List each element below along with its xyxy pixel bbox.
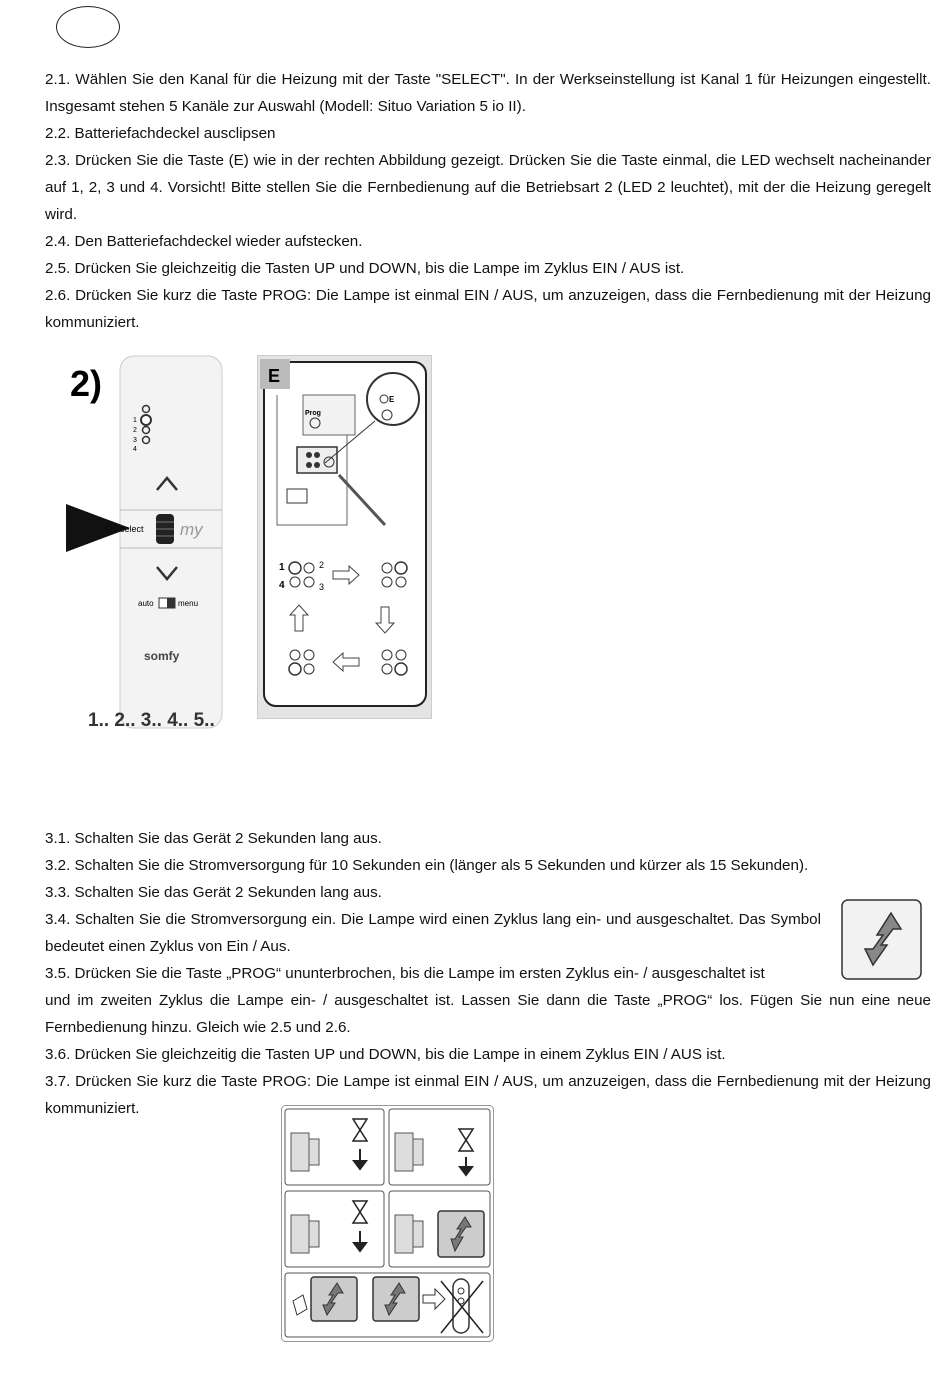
procedure-step-2 (389, 1109, 490, 1185)
step-3-6: 3.6. Drücken Sie gleichzeitig die Tasten UP und DOWN, bis die Lampe in einem Zyklus EIN / AUS ist. (45, 1046, 726, 1063)
step-2-3: 2.3. Drücken Sie die Taste (E) wie in der rechten Abbildung gezeigt. Drücken Sie die Taste einmal, die LED wechselt nacheinander auf 1, 2, 3 und 4. Vorsicht! Bitte stellen Sie die Fernbedienung auf die Betriebsart 2 (LED 2 leuchtet), mit der die Heizung geregelt wird. (45, 152, 931, 223)
step-2-5: 2.5. Drücken Sie gleichzeitig die Tasten UP und DOWN, bis die Lampe im Zyklus EIN / AUS ist. (45, 260, 685, 277)
step-3-5-continued: und im zweiten Zyklus die Lampe ein- / ausgeschaltet ist. Lassen Sie dann die Taste „PROG“ los. Fügen Sie nun eine neue Fernbedienung hinzu. Gleich wie 2.5 und 2.6. (45, 992, 931, 1036)
step-3-3: 3.3. Schalten Sie das Gerät 2 Sekunden lang aus. (45, 884, 382, 901)
step-3-7: 3.7. Drücken Sie kurz die Taste PROG: Die Lampe ist einmal EIN / AUS, um anzuzeigen, dass die Fernbedienung mit der Heizung kommuniziert. (45, 1073, 931, 1117)
svg-text:1: 1 (133, 417, 137, 424)
svg-text:3: 3 (319, 582, 325, 592)
step-2-4: 2.4. Den Batteriefachdeckel wieder aufstecken. (45, 233, 363, 250)
step-2-6: 2.6. Drücken Sie kurz die Taste PROG: Die Lampe ist einmal EIN / AUS, um anzuzeigen, dass die Fernbedienung mit der Heizung kommuniziert. (45, 287, 931, 331)
section-2-instructions (45, 66, 931, 336)
step-3-5: 3.5. Drücken Sie die Taste „PROG“ ununterbrochen, bis die Lampe im ersten Zyklus ein- / ausgeschaltet ist (45, 965, 765, 982)
svg-text:Prog: Prog (305, 410, 321, 417)
figure-step-label: 2) (70, 363, 103, 404)
step-3-1: 3.1. Schalten Sie das Gerät 2 Sekunden lang aus. (45, 830, 382, 847)
svg-text:4: 4 (279, 580, 285, 591)
svg-text:E: E (389, 395, 395, 404)
svg-text:1: 1 (279, 562, 285, 573)
remote-control-figure (62, 352, 242, 734)
auto-label: auto (138, 599, 154, 608)
procedure-step-3 (285, 1191, 384, 1267)
svg-text:3: 3 (133, 437, 137, 444)
select-label: select (120, 524, 144, 534)
procedure-step-5 (285, 1273, 490, 1337)
svg-text:2: 2 (319, 560, 325, 570)
panel-label: E (268, 366, 281, 386)
procedure-step-4 (389, 1191, 490, 1267)
step-2-2: 2.2. Batteriefachdeckel ausclipsen (45, 125, 276, 142)
step-3-4: 3.4. Schalten Sie die Stromversorgung ein. Die Lampe wird einen Zyklus lang ein- und ausgeschaltet. Das Symbol bedeutet einen Zyklus von Ein / Aus. (45, 911, 821, 955)
menu-label: menu (178, 599, 199, 608)
svg-text:4: 4 (133, 446, 137, 453)
svg-text:2: 2 (133, 427, 137, 434)
reset-procedure-figure (281, 1105, 494, 1342)
section-3-instructions (45, 825, 931, 1122)
procedure-step-1 (285, 1109, 384, 1185)
step-3-2: 3.2. Schalten Sie die Stromversorgung für 10 Sekunden ein (länger als 5 Sekunden und kürzer als 15 Sekunden). (45, 857, 809, 874)
on-off-cycle-symbol (841, 899, 923, 981)
language-badge (56, 6, 120, 48)
my-label: my (180, 520, 203, 539)
channel-sequence: 1.. 2.. 3.. 4.. 5.. (88, 710, 215, 731)
brand-logo: somfy (144, 649, 180, 663)
step-2-1: 2.1. Wählen Sie den Kanal für die Heizung mit der Taste "SELECT". In der Werkseinstellung ist Kanal 1 für Heizungen eingestellt. Insgesamt stehen 5 Kanäle zur Auswahl (Modell: Situo Variation 5 io II). (45, 71, 931, 115)
button-e-detail-figure (257, 355, 432, 719)
